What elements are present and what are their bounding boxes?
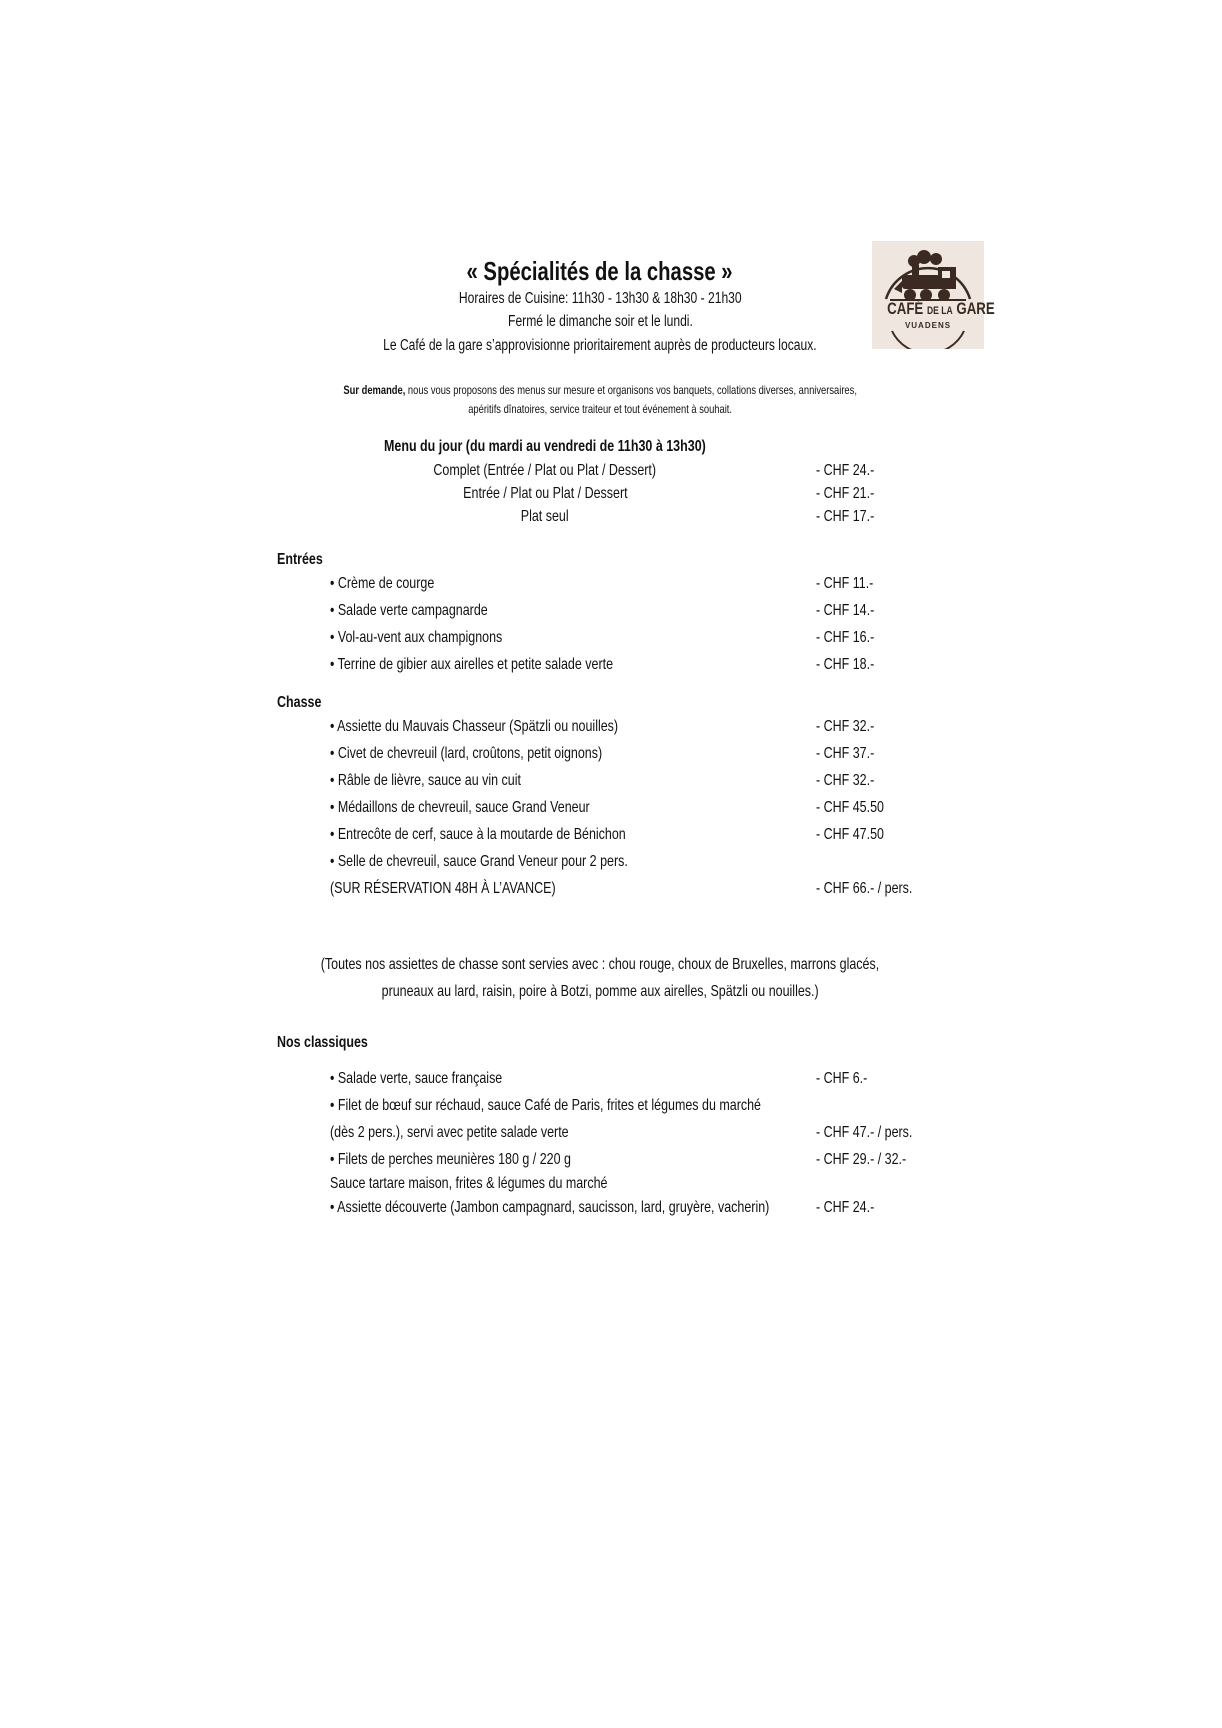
entree-item: • Terrine de gibier aux airelles et petite salade verte	[330, 656, 614, 673]
menu-item-plat-seul: Plat seul	[521, 508, 569, 525]
menu-price-entree-plat: - CHF 21.-	[816, 485, 875, 502]
classique-price: - CHF 29.- / 32.-	[816, 1151, 907, 1168]
logo-wordmark: CAFÉ DE LA GARE	[887, 299, 995, 318]
menu-item-entree-plat: Entrée / Plat ou Plat / Dessert	[462, 485, 628, 502]
classique-price: - CHF 47.- / pers.	[816, 1124, 913, 1141]
classique-price: - CHF 6.-	[816, 1070, 868, 1087]
chasse-price: - CHF 66.- / pers.	[816, 880, 913, 897]
entree-price: - CHF 11.-	[816, 575, 874, 592]
section-chasse: Chasse	[277, 694, 322, 711]
chasse-item: • Civet de chevreuil (lard, croûtons, petit oignons)	[330, 745, 603, 762]
page-title: « Spécialités de la chasse »	[466, 256, 734, 286]
chasse-price: - CHF 32.-	[816, 718, 875, 735]
classique-item-detail: Sauce tartare maison, frites & légumes du marché	[330, 1175, 608, 1192]
entree-price: - CHF 16.-	[816, 629, 875, 646]
classique-item: • Assiette découverte (Jambon campagnard, saucisson, lard, gruyère, vacherin)	[330, 1199, 770, 1216]
menu-price-complet: - CHF 24.-	[816, 462, 875, 479]
classique-item: • Filets de perches meunières 180 g / 220 g	[330, 1151, 571, 1168]
classique-item-detail: (dès 2 pers.), servi avec petite salade verte	[330, 1124, 569, 1141]
chasse-item: • Assiette du Mauvais Chasseur (Spätzli ou nouilles)	[330, 718, 619, 735]
classique-price: - CHF 24.-	[816, 1199, 875, 1216]
chasse-item: • Râble de lièvre, sauce au vin cuit	[330, 772, 521, 789]
chasse-item: • Médaillons de chevreuil, sauce Grand Veneur	[330, 799, 590, 816]
chasse-price: - CHF 32.-	[816, 772, 875, 789]
custom-menu-notice-line2: apéritifs dînatoires, service traiteur et tout événement à souhait.	[468, 402, 732, 416]
chasse-price: - CHF 37.-	[816, 745, 875, 762]
cafe-logo	[872, 241, 995, 349]
classique-item: • Filet de bœuf sur réchaud, sauce Café de Paris, frites et légumes du marché	[330, 1097, 761, 1114]
chasse-price: - CHF 47.50	[816, 826, 884, 843]
entree-price: - CHF 14.-	[816, 602, 875, 619]
train-icon	[872, 241, 995, 349]
entree-item: • Vol-au-vent aux champignons	[330, 629, 503, 646]
chasse-item: • Selle de chevreuil, sauce Grand Veneur pour 2 pers.	[330, 853, 628, 870]
custom-menu-notice: Sur demande, nous vous proposons des menus sur mesure et organisons vos banquets, collations diverses, anniversaires,	[343, 383, 857, 397]
chasse-reservation-note: (SUR RÉSERVATION 48H À L’AVANCE)	[330, 880, 556, 897]
garnish-note: (Toutes nos assiettes de chasse sont servies avec : chou rouge, choux de Bruxelles, marrons glacés,	[320, 956, 880, 973]
entree-price: - CHF 18.-	[816, 656, 875, 673]
classique-item: • Salade verte, sauce française	[330, 1070, 503, 1087]
garnish-note-line2: pruneaux au lard, raisin, poire à Botzi, pomme aux airelles, Spätzli ou nouilles.)	[381, 983, 819, 1000]
menu-price-plat-seul: - CHF 17.-	[816, 508, 875, 525]
section-classiques: Nos classiques	[277, 1034, 368, 1051]
kitchen-hours: Horaires de Cuisine: 11h30 - 13h30 & 18h30 - 21h30	[458, 290, 742, 307]
menu-item-complet: Complet (Entrée / Plat ou Plat / Dessert)	[433, 462, 657, 479]
closing-days: Fermé le dimanche soir et le lundi.	[507, 313, 693, 330]
chasse-price: - CHF 45.50	[816, 799, 884, 816]
chasse-item: • Entrecôte de cerf, sauce à la moutarde de Bénichon	[330, 826, 626, 843]
logo-location: VUADENS	[904, 321, 952, 330]
menu-du-jour-title: Menu du jour (du mardi au vendredi de 11h30 à 13h30)	[384, 438, 706, 455]
entree-item: • Crème de courge	[330, 575, 435, 592]
section-entrees: Entrées	[277, 551, 323, 568]
sourcing-note: Le Café de la gare s’approvisionne prioritairement auprès de producteurs locaux.	[383, 337, 817, 354]
entree-item: • Salade verte campagnarde	[330, 602, 488, 619]
